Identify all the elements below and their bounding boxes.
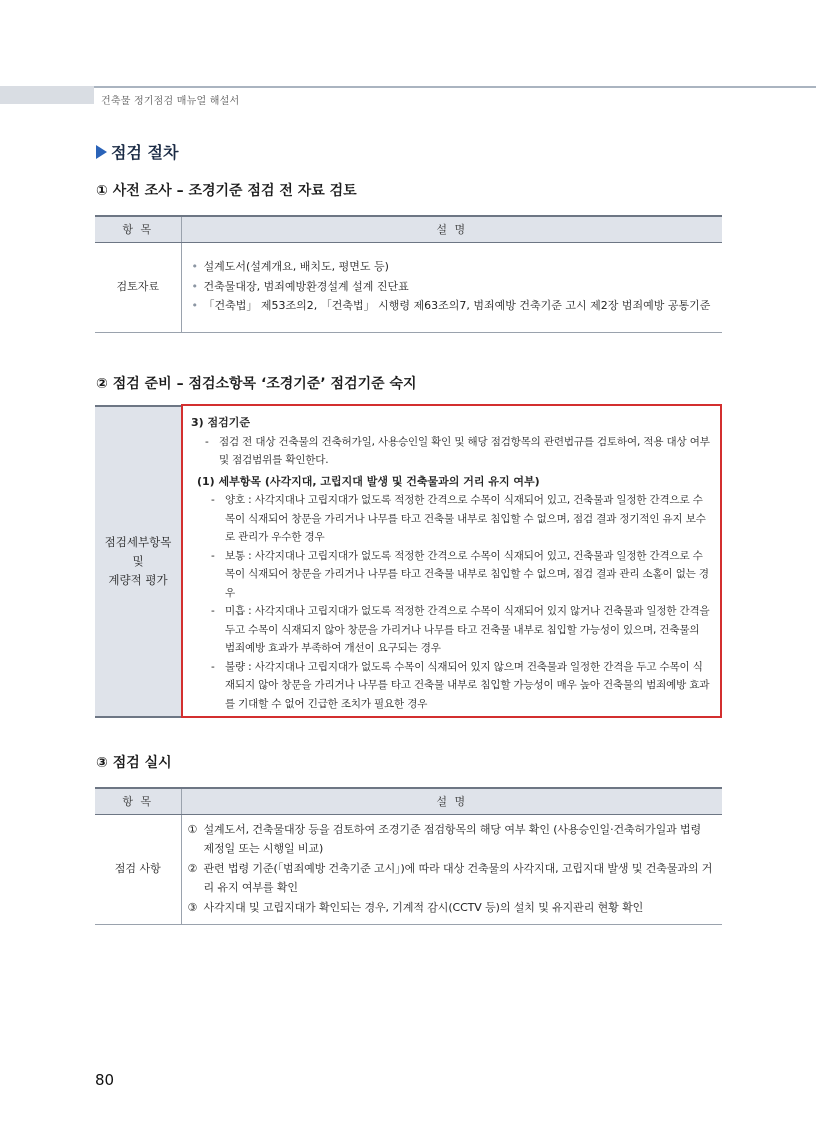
- criteria-heading: 3) 점검기준: [191, 416, 251, 429]
- step1-col-item: 항 목: [95, 216, 181, 242]
- grade-item: - 불량 : 사각지대나 고립지대가 없도록 수목이 식재되어 있지 않으며 건축물과 일정한 간격을 두고 수목이 식재되지 않아 창문을 가리거나 나무를 타고 건축물 내부로 침입할 가능성이 매우 높아 건축물의 범죄예방 효과를 기대할 수 없어 긴급한 조치가 필요한 경우: [211, 660, 710, 710]
- bullet-item: • 「건축법」 제53조의2, 「건축법」 시행령 제63조의7, 범죄예방 건축기준 고시 제2장 범죄예방 공통기준: [191, 299, 711, 313]
- running-title: 건축물 정기점검 매뉴얼 해설서: [101, 96, 240, 107]
- step3-title: ③ 점검 실시: [96, 755, 172, 771]
- step3-col-item: 항 목: [95, 788, 181, 814]
- numbered-item: ② 관련 법령 기준(「범죄예방 건축기준 고시」)에 따라 대상 건축물의 사각지대, 고립지대 발생 및 건축물과의 거리 유지 여부를 확인: [187, 861, 713, 895]
- triangle-icon: [96, 145, 107, 159]
- step1-description: [181, 242, 722, 332]
- section-title: [96, 140, 178, 163]
- step1-title: ① 사전 조사 – 조경기준 점검 전 자료 검토: [96, 183, 357, 199]
- step1-col-desc: 설 명: [181, 216, 722, 242]
- grade-item: - 양호 : 사각지대나 고립지대가 없도록 적정한 간격으로 수목이 식재되어 있고, 건축물과 일정한 간격으로 수목이 식재되어 창문을 가리거나 나무를 타고 건축물 내부로 침입할 수 없으며, 점검 결과 정기적인 유지 보수로 관리가 우수한 경우: [211, 494, 706, 543]
- bullet-item: • 건축물대장, 범죄예방환경설계 설계 진단표: [191, 279, 409, 293]
- step3-description: [181, 814, 722, 924]
- criteria-box: [181, 404, 722, 718]
- criteria-subheading: (1) 세부항목 (사각지대, 고립지대 발생 및 건축물과의 거리 유지 여부): [197, 474, 540, 488]
- left-label-line: 점검세부항목: [104, 535, 172, 549]
- step3-col-desc: 설 명: [181, 788, 722, 814]
- step2-title: ② 점검 준비 – 점검소항목 ‘조경기준’ 점검기준 숙지: [96, 376, 417, 392]
- bullet-item: • 설계도서(설계개요, 배치도, 평면도 등): [191, 260, 389, 274]
- numbered-item: ① 설계도서, 건축물대장 등을 검토하여 조경기준 점검항목의 해당 여부 확인 (사용승인일·건축허가일과 법령 제정일 또는 시행일 비교): [187, 822, 702, 856]
- criteria-intro: - 점검 전 대상 건축물의 건축허가일, 사용승인일 확인 및 해당 점검항목의 관련법규를 검토하여, 적용 대상 여부 및 점검범위를 확인한다.: [205, 435, 710, 466]
- left-label-line: 및: [132, 554, 144, 568]
- section-title-text: 점검 절차: [111, 143, 179, 162]
- grade-item: - 미흡 : 사각지대나 고립지대가 없도록 적정한 간격으로 수목이 식재되어 있지 않거나 건축물과 일정한 간격을 두고 수목이 식재되지 않아 창문을 가리거나 나무를 타고 건축물 내부로 침입할 가능성이 있으며, 건축물의 범죄예방 효과가 부족하여 개선이 요구되는 경우: [211, 605, 710, 654]
- page-number: 80: [95, 1071, 115, 1089]
- left-label-line: 계량적 평가: [108, 573, 168, 587]
- step3-table: [95, 787, 722, 925]
- step3-row-label: 점검 사항: [95, 814, 181, 924]
- step2-left-label: [95, 405, 181, 718]
- numbered-item: ③ 사각지대 및 고립지대가 확인되는 경우, 기계적 감시(CCTV 등)의 설치 및 유지관리 현황 확인: [187, 900, 644, 914]
- header-rule: [94, 86, 816, 88]
- step1-table: [95, 215, 722, 333]
- header-band: [0, 86, 94, 104]
- grade-item: - 보통 : 사각지대나 고립지대가 없도록 적정한 간격으로 수목이 식재되어 있고, 건축물과 일정한 간격으로 수목이 식재되어 창문을 가리거나 나무를 타고 건축물 내부로 침입할 수 없으며, 점검 결과 관리 소홀이 없는 경우: [211, 549, 709, 599]
- step1-row-label: 검토자료: [95, 242, 181, 332]
